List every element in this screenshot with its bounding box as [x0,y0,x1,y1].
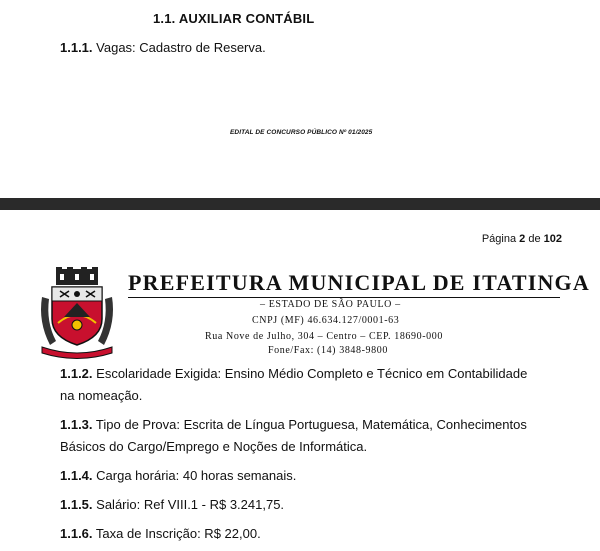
item-1-1-4: 1.1.4. Carga horária: 40 horas semanais. [60,468,297,483]
letterhead-state: – ESTADO DE SÃO PAULO – [260,299,401,310]
letterhead-address: Rua Nove de Julho, 304 – Centro – CEP. 18690-000 [205,331,443,342]
letterhead-phone: Fone/Fax: (14) 3848-9800 [268,345,388,356]
organization-name: PREFEITURA MUNICIPAL DE ITATINGA [128,270,560,298]
page-separator [0,198,600,210]
section-heading: 1.1. AUXILIAR CONTÁBIL [153,11,315,26]
coat-of-arms-icon [36,267,118,359]
page-footer: EDITAL DE CONCURSO PÚBLICO Nº 01/2025 [230,129,373,136]
item-text: Vagas: Cadastro de Reserva. [96,40,266,55]
document-page-2 [0,210,600,551]
item-number: 1.1.1. [60,40,93,55]
item-1-1-6: 1.1.6. Taxa de Inscrição: R$ 22,00. [60,526,261,541]
item-1-1-1 [60,37,266,59]
item-1-1-2: 1.1.2. Escolaridade Exigida: Ensino Médio Completo e Técnico em Contabilidade na nomeação. [60,366,528,403]
item-1-1-3: 1.1.3. Tipo de Prova: Escrita de Língua Portuguesa, Matemática, Conhecimentos Básicos do Cargo/Emprego e Noções de Informática. [60,417,527,454]
item-1-1-5: 1.1.5. Salário: Ref VIII.1 - R$ 3.241,75. [60,497,285,512]
document-page-1 [0,0,600,198]
letterhead-cnpj: CNPJ (MF) 46.634.127/0001-63 [252,315,400,326]
page-number: Página 2 de 102 [481,233,562,245]
